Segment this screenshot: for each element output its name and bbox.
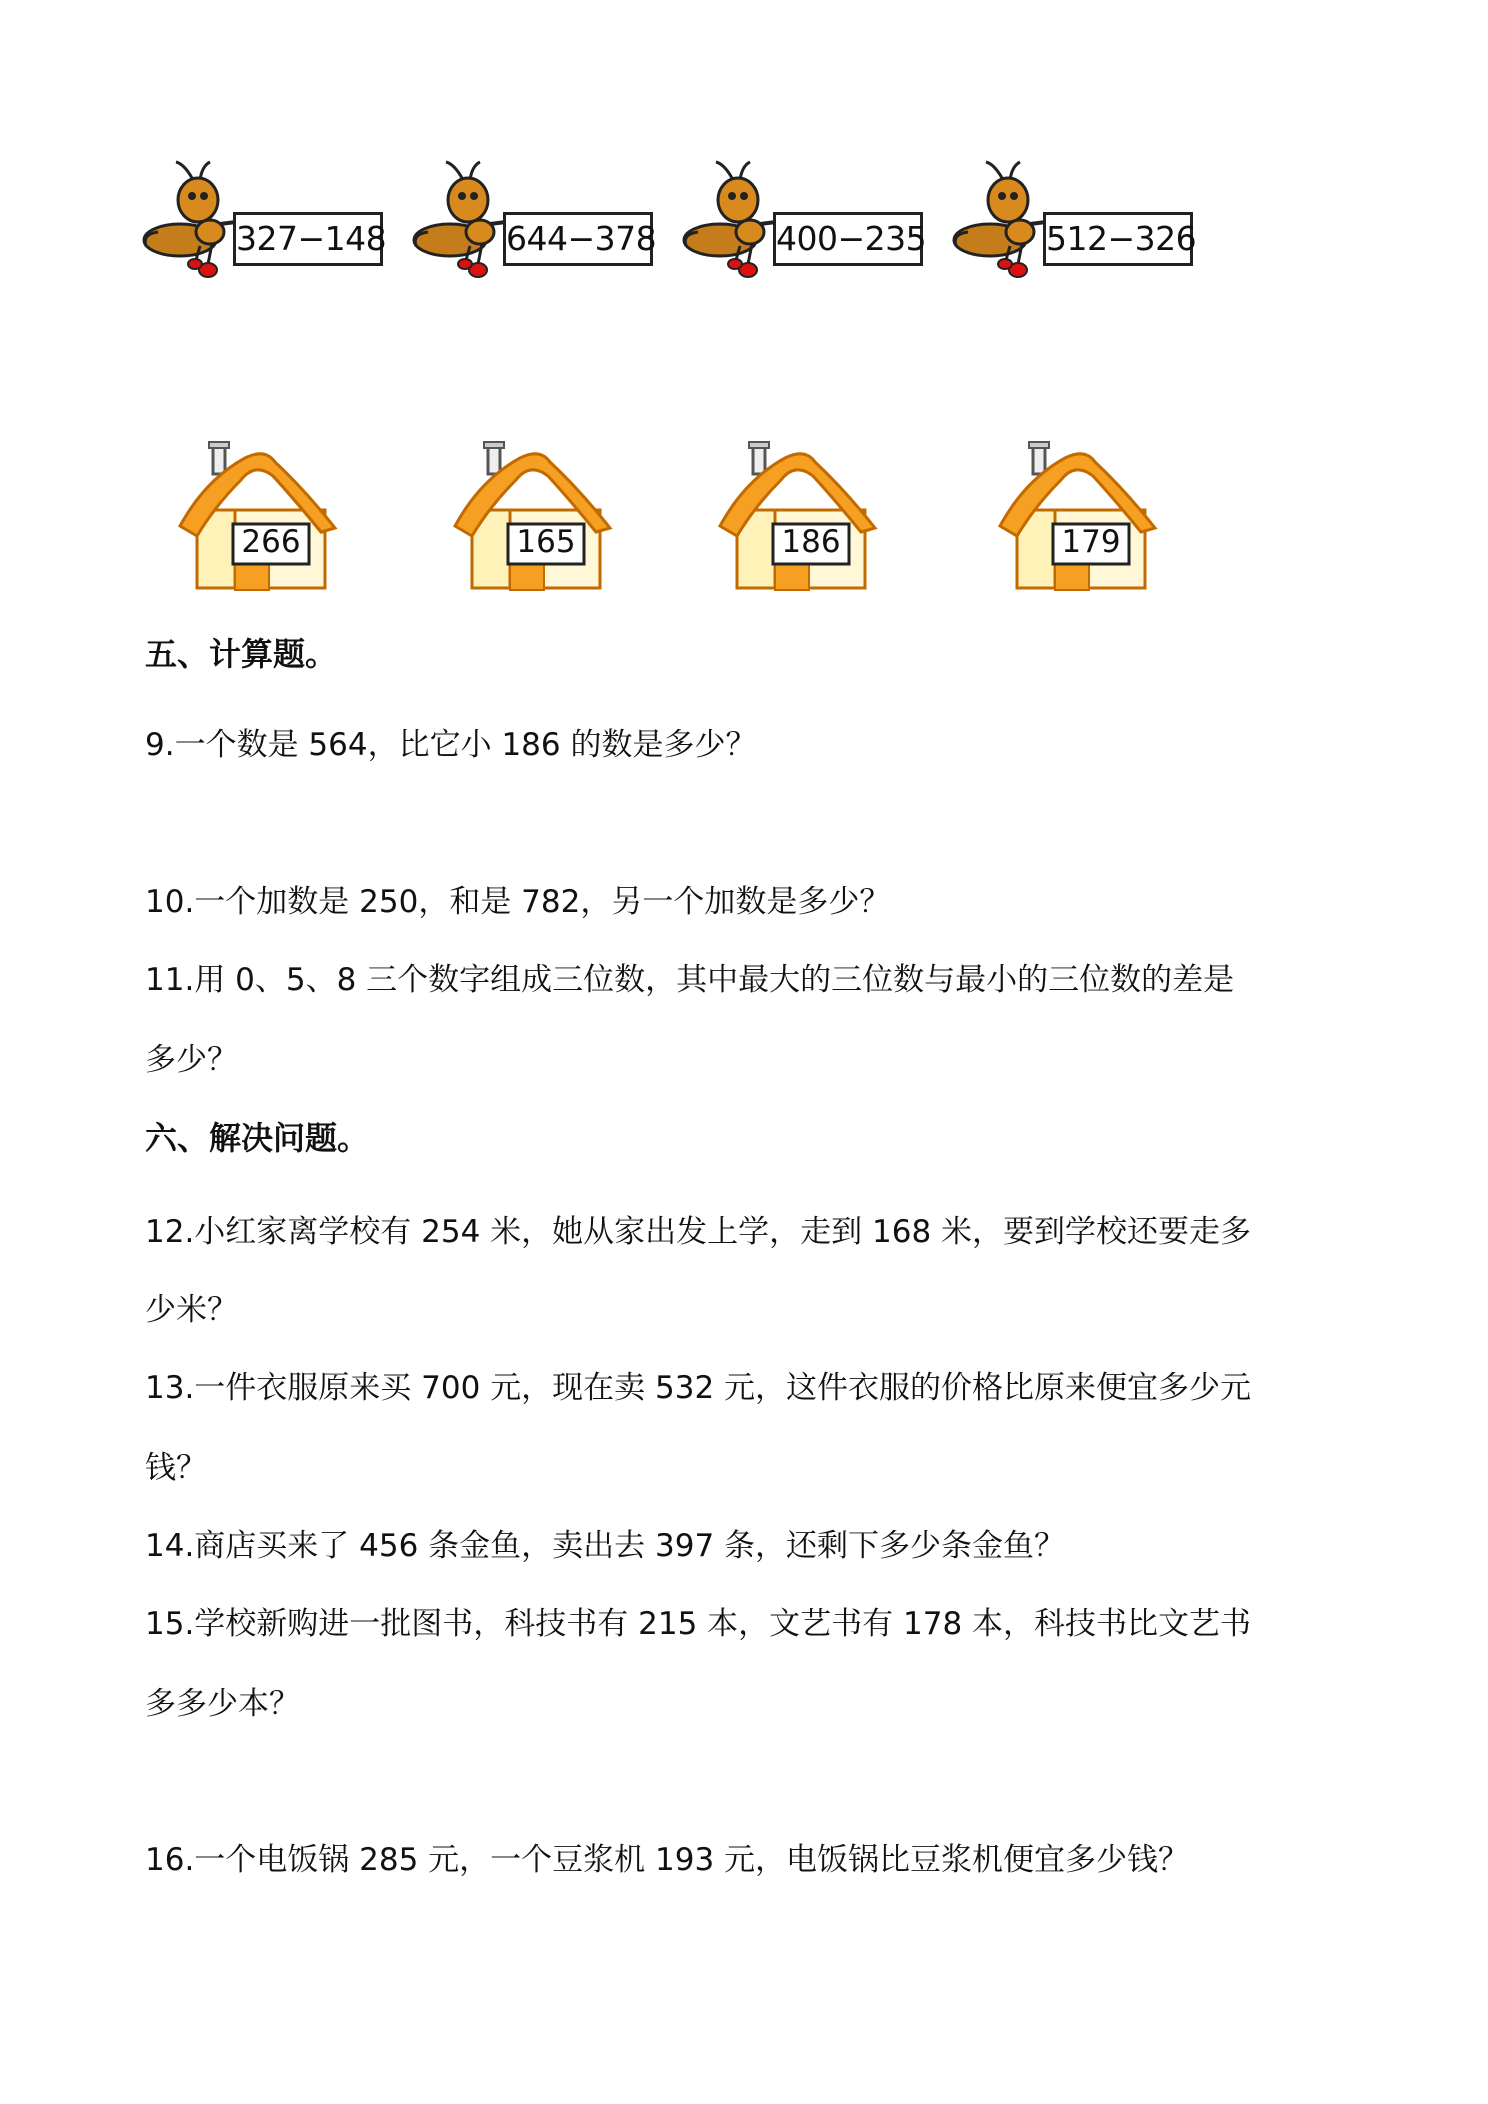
- ant-card: [140, 160, 400, 300]
- question-14: 14.商店买来了 456 条金鱼，卖出去 397 条，还剩下多少条金鱼？: [145, 1528, 1066, 1564]
- question-15-line1: 15.学校新购进一批图书，科技书有 215 本，文艺书有 178 本，科技书比文艺书: [145, 1606, 1252, 1642]
- house-number: 179: [1061, 524, 1121, 560]
- question-12-line2: 少米？: [145, 1292, 238, 1328]
- house-number: 186: [781, 524, 841, 560]
- ant-problem-box: 400−235: [773, 212, 923, 266]
- ant-card: [950, 160, 1210, 300]
- question-12-line1: 12.小红家离学校有 254 米，她从家出发上学，走到 168 米，要到学校还要走多: [145, 1214, 1252, 1250]
- ant-card: [410, 160, 670, 300]
- house-icon: [450, 440, 615, 595]
- question-16: 16.一个电饭锅 285 元，一个豆浆机 193 元，电饭锅比豆浆机便宜多少钱？: [145, 1842, 1190, 1878]
- question-13-line2: 钱？: [145, 1450, 207, 1486]
- house-icon: [995, 440, 1160, 595]
- house-icon: [715, 440, 880, 595]
- ant-problem-row: [140, 160, 1290, 300]
- section-heading-6: 六、解决问题。: [145, 1119, 370, 1157]
- ant-problem-box: 644−378: [503, 212, 653, 266]
- ant-problem-box: 327−148: [233, 212, 383, 266]
- house-card: [995, 440, 1160, 595]
- house-card: [450, 440, 615, 595]
- question-11-line1: 11.用 0、5、8 三个数字组成三位数，其中最大的三位数与最小的三位数的差是: [145, 962, 1235, 998]
- ant-card: [680, 160, 940, 300]
- house-card: [175, 440, 340, 595]
- question-13-line1: 13.一件衣服原来买 700 元，现在卖 532 元，这件衣服的价格比原来便宜多少元: [145, 1370, 1252, 1406]
- question-11-line2: 多少？: [145, 1042, 238, 1078]
- ant-problem-box: 512−326: [1043, 212, 1193, 266]
- question-15-line2: 多多少本？: [145, 1686, 300, 1722]
- question-10: 10.一个加数是 250，和是 782，另一个加数是多少？: [145, 884, 891, 920]
- house-icon: [175, 440, 340, 595]
- house-answer-row: [175, 440, 1175, 600]
- house-number: 266: [241, 524, 301, 560]
- house-number: 165: [516, 524, 576, 560]
- section-heading-5: 五、计算题。: [145, 635, 338, 673]
- question-9: 9.一个数是 564，比它小 186 的数是多少？: [145, 727, 757, 763]
- house-card: [715, 440, 880, 595]
